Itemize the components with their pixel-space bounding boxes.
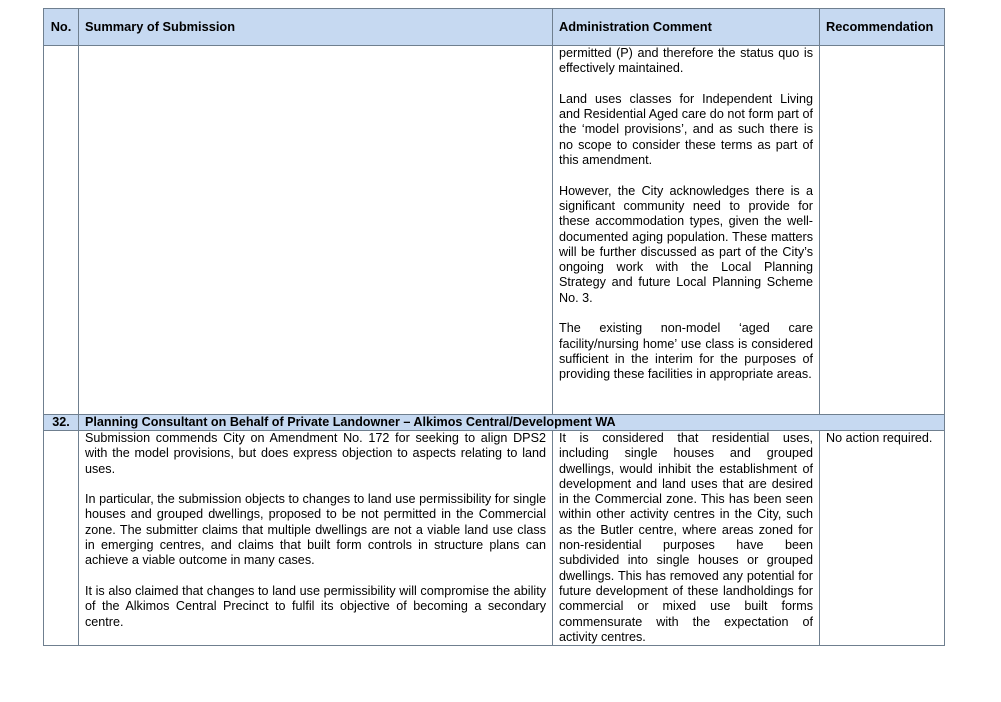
comment-paragraph: Land uses classes for Independent Living and Residential Aged care do not form part of the ‘model provisions’, and as such there is no scope to consider these terms as part of this amendment. bbox=[559, 91, 813, 168]
recommendation-cell bbox=[820, 431, 945, 646]
summary-paragraph: In particular, the submission objects to changes to land use permissibility for single houses and grouped dwellings, proposed to be not permitted in the Commercial zone. The submitter claims that multiple dwellings are not a viable land use class in emerging centres, and claims that built form controls in structure plans can achieve a viable outcome in many cases. bbox=[85, 492, 546, 568]
continued-summary-cell bbox=[79, 46, 553, 415]
header-no: No. bbox=[44, 9, 79, 46]
submissions-table bbox=[43, 8, 945, 646]
summary-paragraph: Submission commends City on Amendment No. 172 for seeking to align DPS2 with the model provisions, but does express objection to aspects relating to land uses. bbox=[85, 431, 546, 476]
header-comment: Administration Comment bbox=[553, 9, 820, 46]
continued-recommendation-cell bbox=[820, 46, 945, 415]
comment-paragraph: permitted (P) and therefore the status quo is effectively maintained. bbox=[559, 46, 813, 76]
summary-paragraph: It is also claimed that changes to land use permissibility will compromise the ability of the Alkimos Central Precinct to fulfil its objective of becoming a secondary centre. bbox=[85, 583, 546, 629]
continued-no-cell bbox=[44, 46, 79, 415]
recommendation-text: No action required. bbox=[826, 431, 933, 445]
section-header-row bbox=[44, 415, 945, 431]
comment-paragraph: However, the City acknowledges there is a significant community need to provide for these accommodation types, given the well-documented aging population. These matters will be further discussed as part of the City’s ongoing work with the Local Planning Strategy and future Local Planning Scheme No. 3. bbox=[559, 183, 813, 305]
table-row-continued bbox=[44, 46, 945, 415]
table-row bbox=[44, 431, 945, 646]
summary-cell bbox=[79, 431, 553, 646]
section-title: Planning Consultant on Behalf of Private Landowner – Alkimos Central/Development WA bbox=[79, 415, 945, 431]
row-no-cell bbox=[44, 431, 79, 646]
section-number: 32. bbox=[44, 415, 79, 431]
header-summary: Summary of Submission bbox=[79, 9, 553, 46]
comment-paragraph: The existing non-model ‘aged care facility/nursing home’ use class is considered sufficient in the interim for the purposes of providing these facilities in appropriate areas. bbox=[559, 321, 813, 382]
comment-paragraph: It is considered that residential uses, including single houses and grouped dwellings, would inhibit the establishment of development and land uses that are desired in the Commercial zone. This has been seen within other activity centres in the City, such as the Butler centre, where areas zoned for non-residential purposes have been subdivided into single houses or grouped dwellings. This has removed any potential for future development of these landholdings for commercial or mixed use built forms commensurate with the expectation of activity centres. bbox=[559, 431, 813, 644]
table-header-row bbox=[44, 9, 945, 46]
comment-cell bbox=[553, 431, 820, 646]
header-recommendation: Recommendation bbox=[820, 9, 945, 46]
continued-comment-cell bbox=[553, 46, 820, 415]
